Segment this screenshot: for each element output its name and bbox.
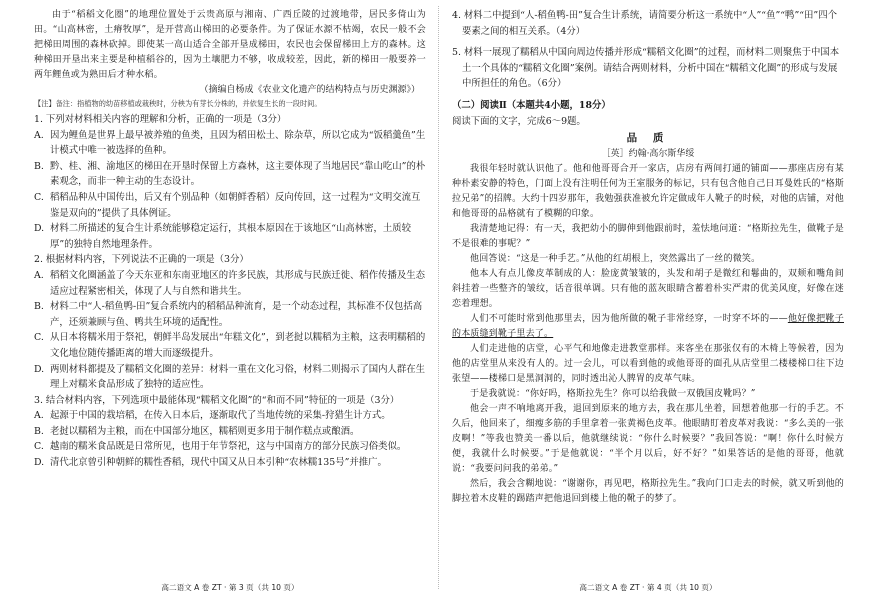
column-divider: [438, 6, 439, 589]
question-3: [34, 393, 426, 471]
option-c: C. 从日本将糯米用于祭祀，朝鲜半岛发展出“年糕文化”，到老挝以糯稻为主粮，这表明糯稻的文化地位随传播距离的增大而逐级提升。: [34, 332, 426, 359]
page-footer: 高二语文 A 卷 ZT · 第 4 页（共 10 页）: [579, 583, 717, 592]
option-b: B. 老挝以糯稻为主粮，而在中国部分地区，糯稻则更多用于制作糕点或酿酒。: [34, 425, 360, 437]
question-5: 5. 材料一展现了糯稻从中国向周边传播并形成“糯稻文化圈”的过程，而材料二则聚焦于中国本土一个具体的“糯稻文化圈”案例。请结合两则材料，分析中国在“糯稻文化圈”的形成与发展中所担任的角色。（6分）: [452, 47, 840, 90]
article-paragraph-underlined: [452, 312, 844, 342]
article-title: 品 质: [626, 131, 670, 144]
underlined-sentence: 他好像把靴子的本质缝到靴子里去了。: [452, 313, 844, 339]
option-d: D. 两则材料都提及了糯稻文化圈的差异：材料一重在文化习俗，材料二则揭示了国内人群在生理上对糯米食品形成了独特的适应性。: [34, 363, 426, 391]
article-paragraph: 然后，我会含糊地说：“谢谢你，再见吧，格斯拉先生。”我向门口走去的时候，就又听到他的脚拉着木皮鞋的踢踏声把他退回到楼上他的靴子的梦了。: [452, 478, 844, 504]
left-page: [34, 0, 426, 599]
question-stem: 2. 根据材料内容，下列说法不正确的一项是（3分）: [34, 254, 249, 266]
option-d: D. 清代北京曾引种朝鲜的糯性香稻，现代中国又从日本引种“农林糯135号”并推广。: [34, 457, 387, 469]
passage-note: 【注】备注：指植物的幼苗移植或栽秧时，分秧为有芽长分株的，并依复生长的一段时间。: [34, 99, 322, 108]
article-paragraph-text: 人们不可能时常到他那里去，因为他所做的靴子非常经穿，一时穿不坏的——他好像把靴子的本质缝到靴子里去了。: [452, 313, 844, 339]
section-instruction: 阅读下面的文字，完成6～9题。: [452, 115, 586, 127]
article-paragraph: 他会一声不响地离开我，退回到原来的地方去，我在那儿坐着，回想着他那一行的手艺。不久后，他回来了，细瘦多筋的手里拿着一张黄褐色皮革。他眼睛盯着皮革对我说：“多么美的一张皮啊！”等我也赞美一番以后，他就继续说：“你什么时候要？”我回答说：“啊！你什么时候方便，我就什么时候要。”于是他就说：“半个月以后，好不好？”如果答话的是他的哥哥，他就说：“我要问问我的弟弟。”: [452, 403, 844, 474]
option-b: B. 黔、桂、湘、渝地区的梯田在开垦时保留上方森林，这主要体现了当地居民“靠山吃山”的朴素观念，而非一种主动的生态设计。: [34, 160, 426, 188]
question-4: 4. 材料二中提到“人-稻鱼鸭-田”复合生计系统，请简要分析这一系统中“人”“鱼”“鸭”“田”四个要素之间的相互关系。（4分）: [452, 10, 837, 37]
article-paragraph: 我清楚地记得：有一天，我把幼小的脚伸到他跟前时，羞怯地问道：“格斯拉先生，做靴子是不是很难的事呢？”: [452, 223, 844, 249]
option-c: C. 越南的糯米食品既是日常所见，也用于年节祭祀，这与中国南方的部分民族习俗类似。: [34, 441, 407, 453]
question-2: [34, 252, 426, 392]
article-paragraph: 他回答说：“这是一种手艺。”从他的红胡根上，突然露出了一丝的微笑。: [470, 253, 761, 264]
question-stem: 3. 结合材料内容，下列选项中最能体现“糯稻文化圈”的“和而不同”特征的一项是（3分）: [34, 394, 400, 406]
option-d: D. 材料二所描述的复合生计系统能够稳定运行，其根本原因在于该地区“山高林密，土质较厚”的独特自然地理条件。: [34, 223, 412, 250]
passage-paragraph: 由于“稻稻文化圈”的地理位置处于云贵高原与湘南、广西丘陵的过渡地带，居民多倚山为田。“山高林密，土瘠牧厚”，是开营高山梯田的必要条件。为了保证水源不枯竭，农民一般不会把梯田周围的森林砍掉。即使某一高山适合全部开垦成梯田，农民也会保留梯田上方的森林。这种梯田开垦出来主要是种植稻谷的，因为土壤肥力不够，收成较差，因此，新的梯田一般要养一两年鲤鱼或为熟田后才种水稻。: [34, 10, 426, 80]
question-1: [34, 112, 426, 252]
option-a: A. 起源于中国的栽培稻，在传入日本后，逐渐取代了当地传统的采集-狩猎生计方式。: [34, 410, 391, 422]
section-heading: （二）阅读Ⅱ（本题共4小题，18分）: [452, 99, 611, 111]
article-author: ［英］约翰·高尔斯华绥: [601, 148, 695, 159]
passage-source: （摘编自杨成《农业文化遗产的结构特点与历史渊源》）: [199, 85, 420, 95]
article-paragraph: 于是我就说：“你好吗，格斯拉先生？你可以给我做一双俄国皮靴吗？”: [470, 388, 756, 399]
article-paragraph: 他本人有点儿像皮革制成的人：脸庞黄皱皱的，头发和胡子是微红和鬈曲的，双颊和嘴角间斜挂着一些整齐的皱纹，话音很单调。只有他的蓝灰眼睛含蓄着朴实严肃的优美风度，好像在迷恋着理想。: [452, 268, 844, 309]
question-stem: 1. 下列对材料相关内容的理解和分析，正确的一项是（3分）: [34, 114, 287, 125]
article-paragraph: 人们走进他的店堂，心平气和地像走进教堂那样。来客坐在那张仅有的木椅上等候着，因为他的店堂里从来没有人的。过一会儿，可以看到他的或他哥哥的面孔从店堂里二楼楼梯口往下边张望——楼梯口是黑洞洞的，同时透出沁人脾胃的皮革气味。: [452, 343, 844, 384]
page-footer: 高二语文 A 卷 ZT · 第 3 页（共 10 页）: [161, 583, 299, 592]
option-a: A. 稻稻文化圈涵盖了今天东亚和东南亚地区的许多民族，其形成与民族迁徙、稻作传播及生态适应过程紧密相关，体现了人与自然和谐共生。: [34, 269, 426, 297]
right-page: [452, 0, 844, 599]
article-paragraph: 我很年轻时就认识他了。他和他哥哥合开一家店，店房有两间打通的铺面——那座店房有某种朴素安静的特色，门面上没有注明任何为王室服务的标记，只有包含他自己日耳曼姓氏的“格斯拉兄弟”的招牌。大约十四岁那年，我勉强获准被允许定做成年人靴子的时候，对他的店铺，对他和他哥哥的品格就有了模糊的印象。: [452, 163, 844, 219]
option-c: C. 稻稻品种从中国传出，后又有个别品种（如朝鲜香稻）反向传回，这一过程为“文明交流互鉴是双向的”提供了具体例证。: [34, 191, 421, 219]
option-b: B. 材料二中“人-稻鱼鸭-田”复合系统内的稻稻品种流育，是一个动态过程，其标准不仅包括高产，还须兼顾与鱼、鸭共生环境的适配性。: [34, 301, 423, 328]
option-a: A. 因为鲤鱼是世界上最早被养殖的鱼类，且因为稻田松土、除杂草，所以它成为“饭稻羹鱼”生计模式中唯一被选择的鱼种。: [34, 129, 426, 157]
